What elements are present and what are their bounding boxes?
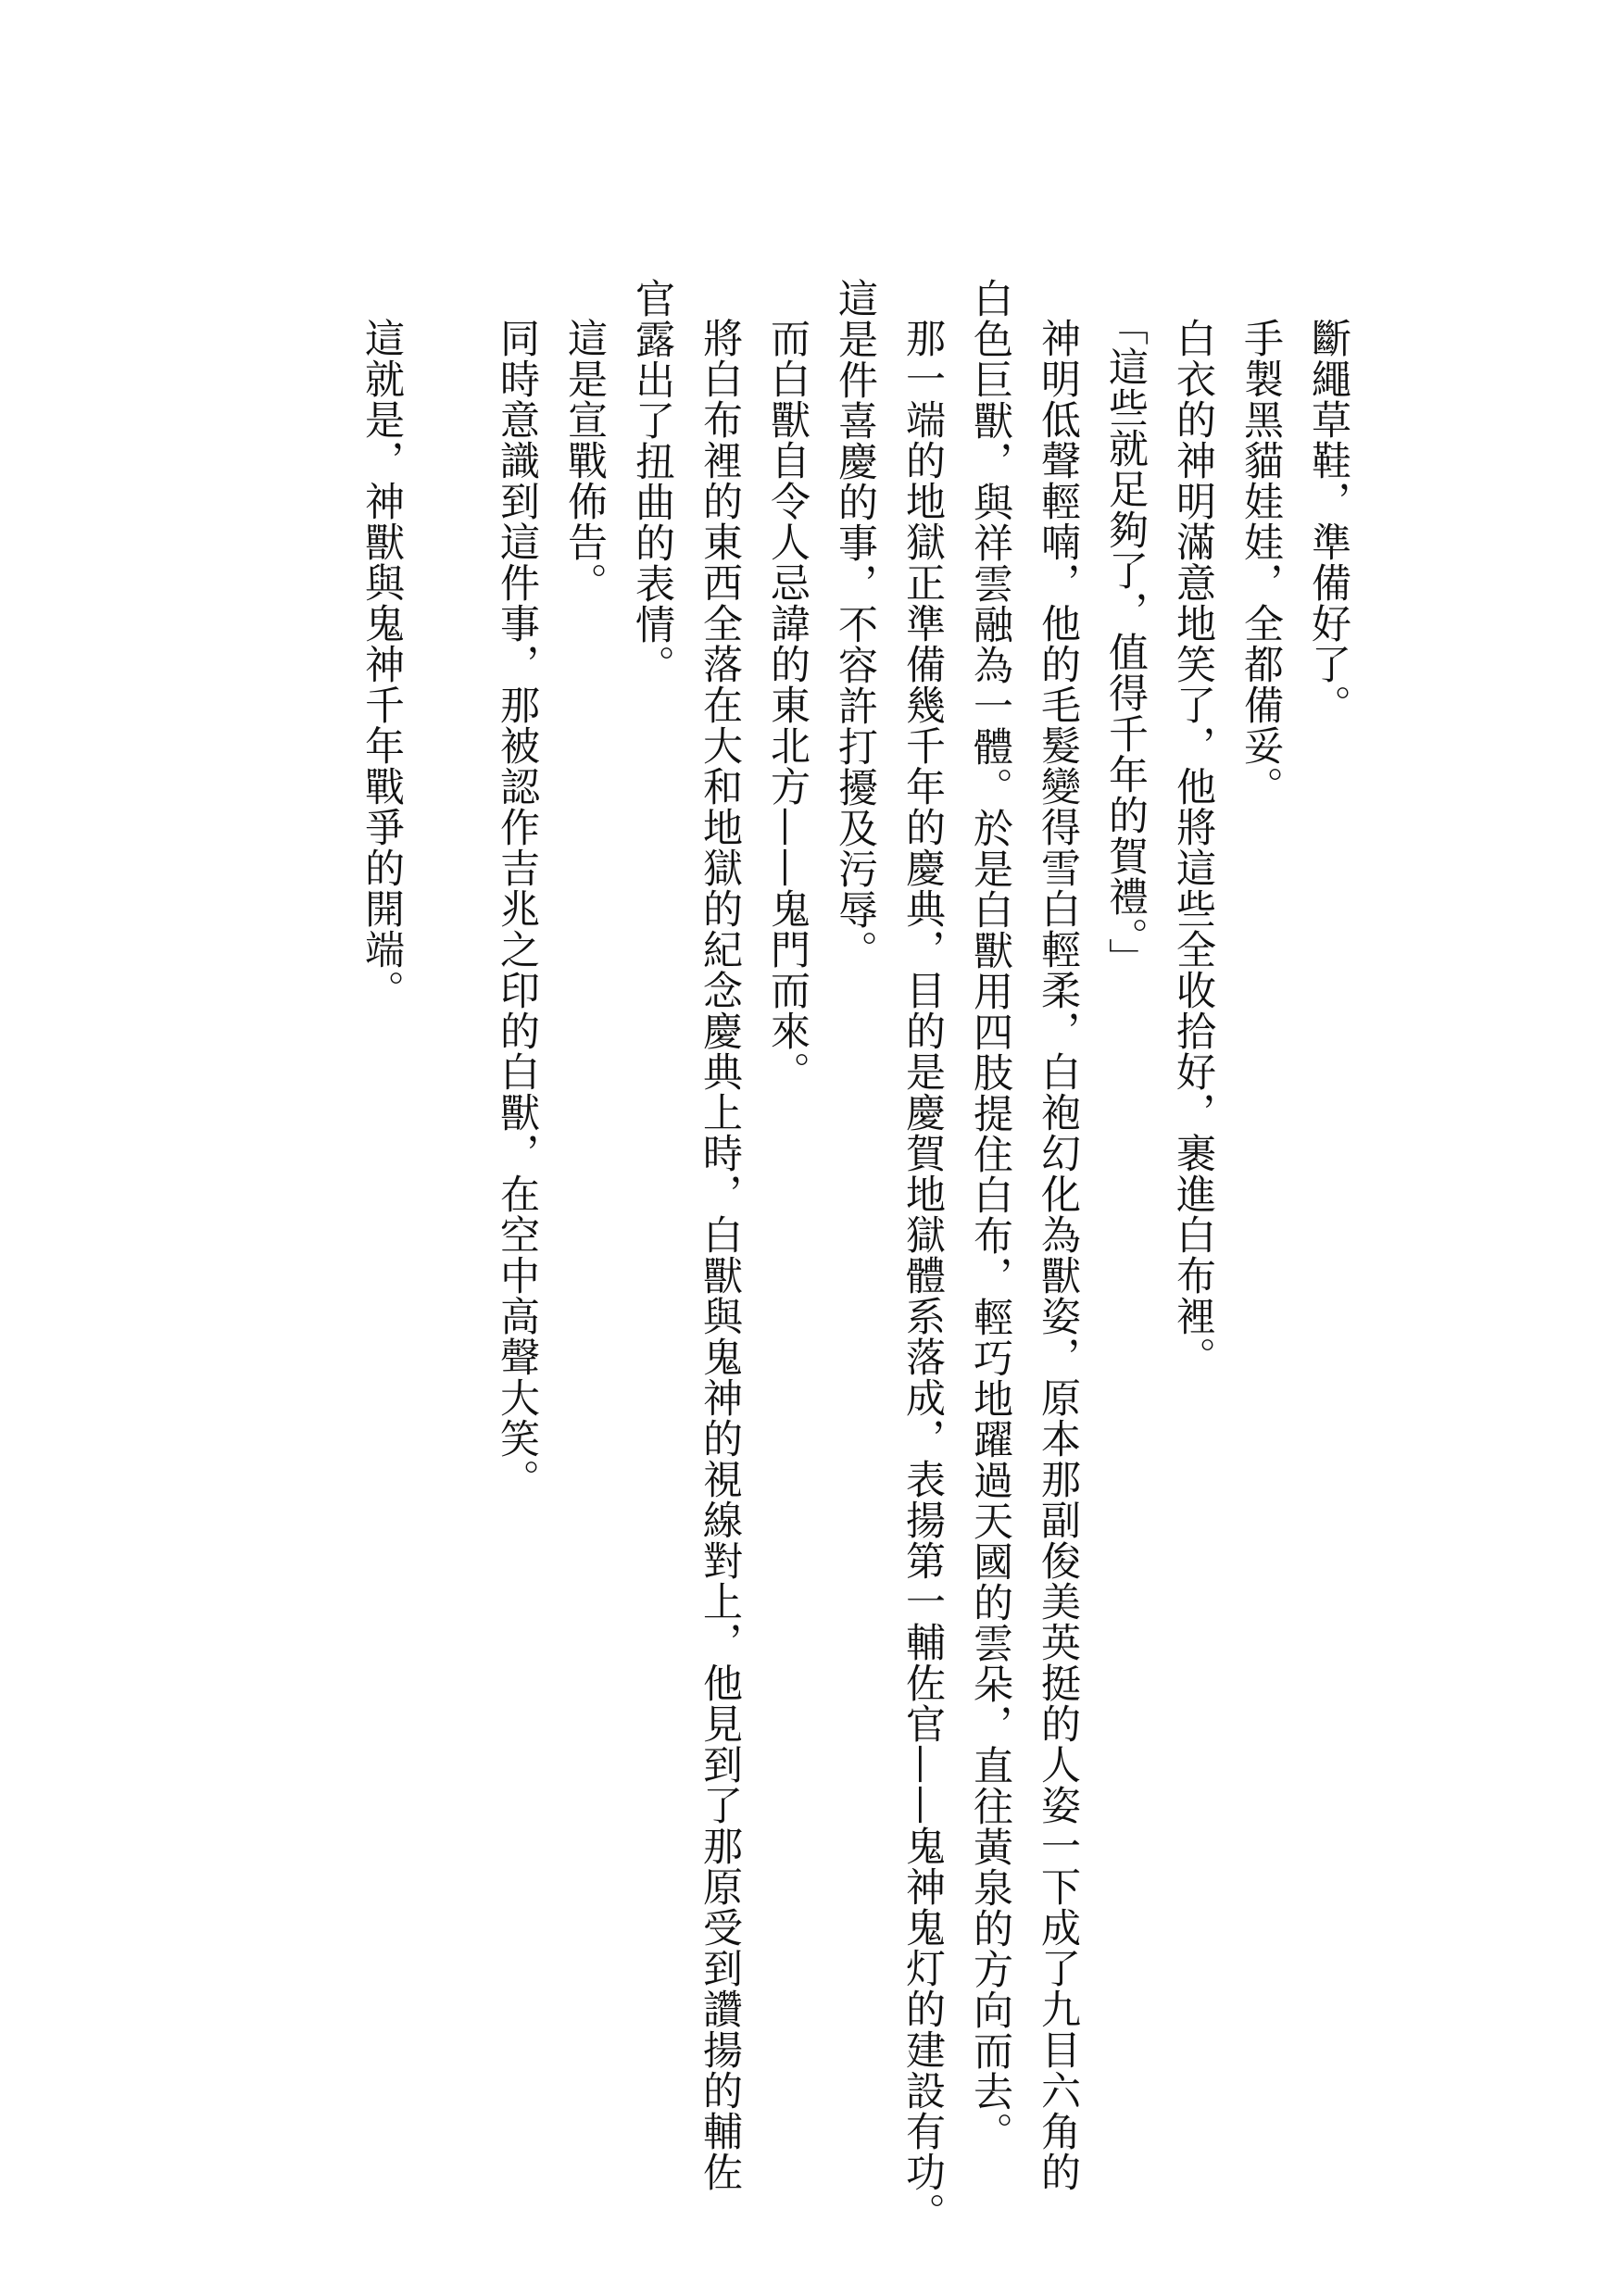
vertical-text-body [296,278,1362,2233]
paragraph-line-7: 那一端的地獄正準備幾千年的慶典，目的是慶賀地獄體系落成，表揚第一輔佐官——鬼神鬼灯的建設有功。 [899,318,946,2233]
paragraph-line-12: 這是宣戰佈告。 [561,318,608,603]
paragraph-line-10: 將白布裡的東西全落在大和地獄的紀念慶典上時，白獸與鬼神的視線對上，他見到了那原受到讚揚的輔佐 [697,318,743,2192]
paragraph-line-3: 白衣的神明滿意地笑了，他將這些全收拾好，裹進白布裡。 [1170,318,1216,1377]
paragraph-line-8: 這是件喜慶的事，不容許打擾及污辱。 [832,278,878,971]
paragraph-line-6: 白色巨獸，與祥雲融為一體。於是白獸用四肢提住白布，輕巧地躍過天國的雲朵，直往黃泉的方向而去。 [967,278,1013,2152]
paragraph-line-9: 而白獸自令人忌諱的東北方——鬼門而來。 [764,318,810,1092]
paragraph-gap [415,278,483,2112]
paragraph-line-5: 神明低聲輕喃，他的毛髮變得雪白輕柔，白袍幻化為獸姿，原本那副俊美英挺的人姿一下成了九目六角的 [1035,318,1081,2192]
dialogue-line: 「這些就足夠了，值得千年的賀禮。」 [1102,306,1149,979]
closing-line: 這就是，神獸與鬼神千年戰爭的開端。 [358,318,405,1010]
paragraph-line-11: 官露出了扭曲的表情。 [629,278,675,685]
paragraph-line-2: 手製黑貓娃娃，全都備妥。 [1238,318,1284,807]
paragraph-line-13: 同時意識到這件事，那被認作吉兆之印的白獸，在空中高聲大笑。 [494,318,540,1499]
paragraph-line-1: 斷繩草鞋，準備好了。 [1305,318,1351,725]
